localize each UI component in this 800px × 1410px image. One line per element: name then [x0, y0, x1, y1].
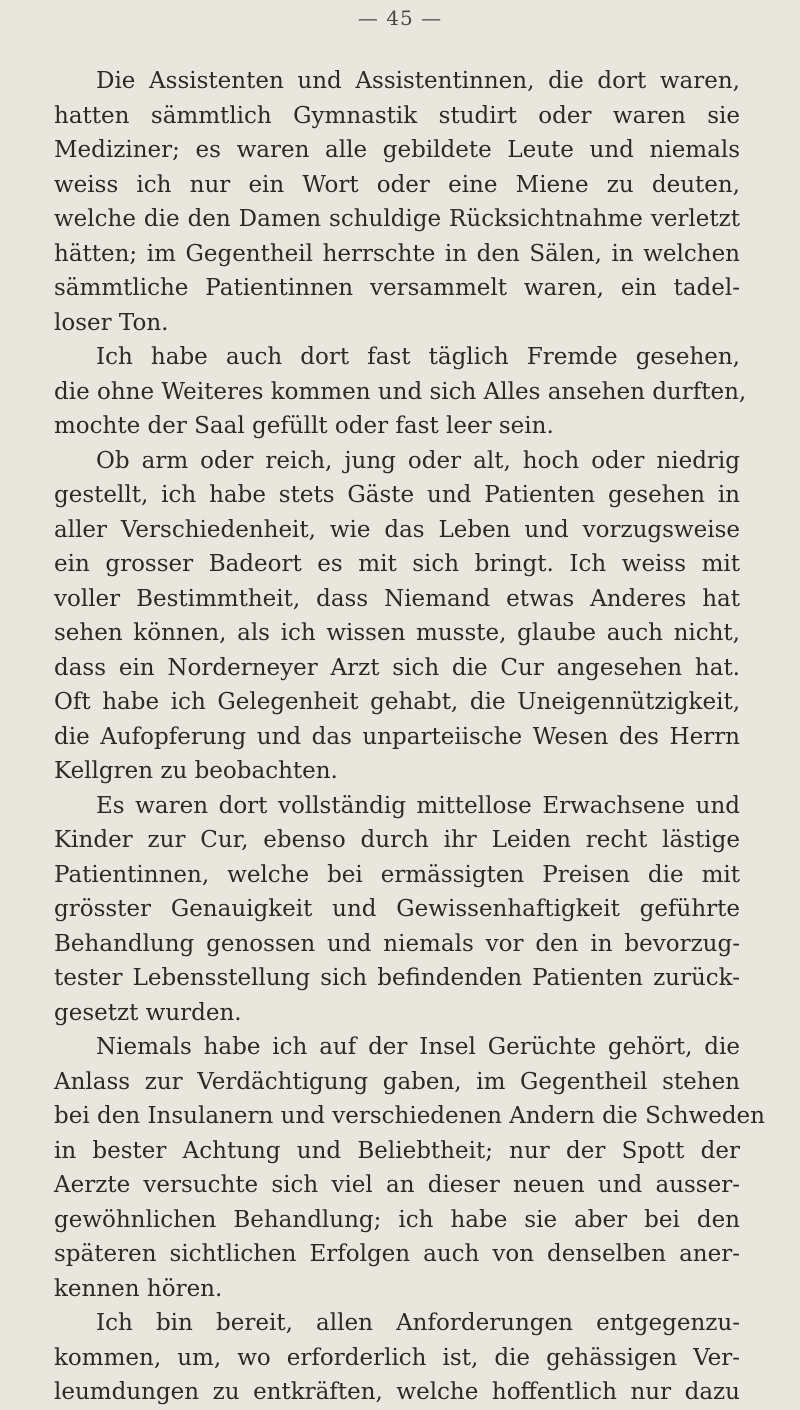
text-line: hatten sämmtlich Gymnastik studirt oder waren sie — [54, 102, 740, 129]
text-line: kommen, um, wo erforderlich ist, die gehässigen Ver- — [54, 1344, 740, 1371]
text-line: welche die den Damen schuldige Rücksichtnahme verletzt — [54, 206, 740, 232]
text-line: Kinder zur Cur, ebenso durch ihr Leiden recht lästige — [54, 827, 740, 853]
text-line: Mediziner; es waren alle gebildete Leute und niemals — [54, 137, 740, 163]
text-line: die ohne Weiteres kommen und sich Alles ansehen durften, — [54, 378, 747, 405]
text-line: grösster Genauigkeit und Gewissenhaftigkeit geführte — [54, 896, 740, 922]
text-line: aller Verschiedenheit, wie das Leben und vorzugsweise — [54, 516, 740, 543]
text-line: Ich habe auch dort fast täglich Fremde gesehen, — [96, 344, 740, 370]
paragraph — [54, 340, 747, 444]
body-text — [54, 64, 765, 1410]
text-line: hätten; im Gegentheil herrschte in den Sälen, in welchen — [54, 240, 740, 267]
text-line: gesetzt wurden. — [54, 999, 242, 1026]
text-line: gewöhnlichen Behandlung; ich habe sie aber bei den — [54, 1206, 740, 1233]
text-line: weiss ich nur ein Wort oder eine Miene zu deuten, — [54, 171, 740, 198]
text-line: Behandlung genossen und niemals vor den in bevorzug- — [54, 930, 740, 957]
text-line: Patientinnen, welche bei ermässigten Preisen die mit — [54, 861, 740, 888]
text-line: bei den Insulanern und verschiedenen Andern die Schweden — [54, 1103, 765, 1129]
text-line: mochte der Saal gefüllt oder fast leer sein. — [54, 413, 554, 439]
paragraph — [54, 1030, 765, 1306]
text-line: tester Lebensstellung sich befindenden Patienten zurück- — [54, 965, 740, 991]
text-line: sehen können, als ich wissen musste, glaube auch nicht, — [54, 620, 740, 646]
text-line: Es waren dort vollständig mittellose Erwachsene und — [96, 792, 740, 819]
text-line: späteren sichtlichen Erfolgen auch von denselben aner- — [54, 1241, 740, 1267]
text-line: Oft habe ich Gelegenheit gehabt, die Uneigennützigkeit, — [54, 689, 740, 715]
text-line: in bester Achtung und Beliebtheit; nur der Spott der — [54, 1137, 740, 1164]
text-line: Kellgren zu beobachten. — [54, 758, 338, 784]
text-line: ein grosser Badeort es mit sich bringt. Ich weiss mit — [54, 551, 740, 577]
text-line: dass ein Norderneyer Arzt sich die Cur angesehen hat. — [54, 654, 740, 681]
text-line: kennen hören. — [54, 1275, 223, 1302]
text-line: Anlass zur Verdächtigung gaben, im Gegentheil stehen — [54, 1068, 740, 1095]
text-line: Niemals habe ich auf der Insel Gerüchte gehört, die — [96, 1034, 740, 1060]
text-line: sämmtliche Patientinnen versammelt waren, ein tadel- — [54, 275, 740, 301]
text-line: Aerzte versuchte sich viel an dieser neuen und ausser- — [54, 1172, 740, 1198]
text-line: die Aufopferung und das unparteiische Wesen des Herrn — [54, 723, 740, 750]
text-line: voller Bestimmtheit, dass Niemand etwas Anderes hat — [54, 585, 740, 612]
text-line: Ob arm oder reich, jung oder alt, hoch oder niedrig — [96, 447, 740, 474]
paragraph — [54, 1306, 740, 1410]
text-line: Ich bin bereit, allen Anforderungen entgegenzu- — [96, 1310, 740, 1336]
text-line: leumdungen zu entkräften, welche hoffentlich nur dazu — [54, 1379, 740, 1405]
text-line: Die Assistenten und Assistentinnen, die dort waren, — [96, 68, 740, 94]
text-line: gestellt, ich habe stets Gäste und Patienten gesehen in — [54, 482, 740, 508]
paragraph — [54, 444, 740, 789]
paragraph — [54, 789, 740, 1031]
paragraph — [54, 64, 740, 340]
text-line: loser Ton. — [54, 309, 169, 336]
page-number: — 45 — — [357, 6, 443, 30]
